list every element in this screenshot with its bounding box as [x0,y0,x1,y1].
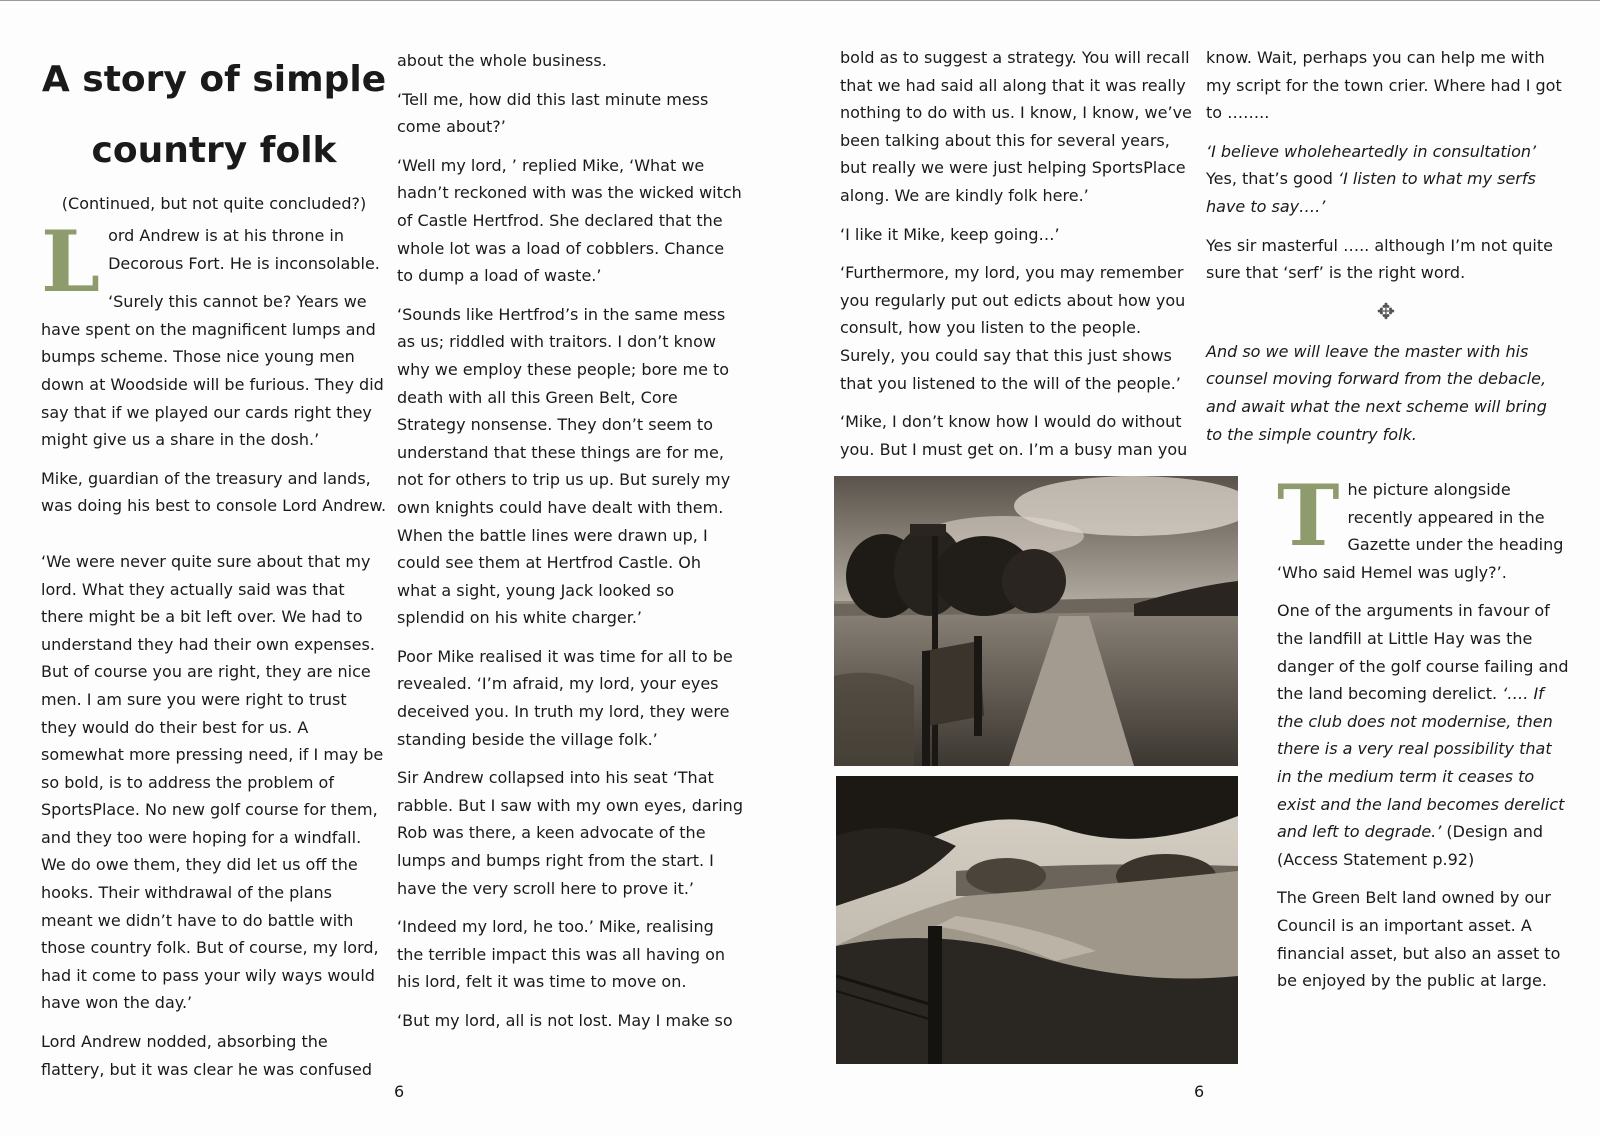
right-column-1 [840,44,1200,474]
right-page-number: 6 [1194,1082,1205,1101]
paragraph: Yes sir masterful ….. although I’m not quite sure that ‘serf’ is the right word. [1206,235,1553,283]
paragraph: ‘Furthermore, my lord, you may remember you regularly put out edicts about how you consult, how you listen to the people. Surely, you could say that this just shows that you listened to the will of the people.’ [840,263,1186,393]
paragraph: about the whole business. [397,51,607,70]
paragraph: ‘Mike, I don’t know how I would do without you. But I must get on. I’m a busy man you [840,412,1188,459]
paragraph: bold as to suggest a strategy. You will recall that we had said all along that it was really nothing to do with us. I know, I know, we’ve been talking about this for several years, but really we were just helping SportsPlace along. We are kindly folk here.’ [840,48,1192,205]
paragraph: ‘Surely this cannot be? Years we have spent on the magnificent lumps and bumps scheme. Those nice young men down at Woodside will be furious. They did say that if we played our cards right they might give us a share in the dosh.’ [41,292,384,450]
paragraph: Poor Mike realised it was time for all to be revealed. ‘I’m afraid, my lord, your eyes deceived you. In truth my lord, they were standing beside the village folk.’ [397,646,733,749]
right-column-3 [1277,466,1571,1006]
paragraph: Sir Andrew collapsed into his seat ‘That rabble. But I saw with my own eyes, daring Rob was there, a keen advocate of the lumps and bumps right from the start. I have the very scroll here to prove it.’ [397,768,743,898]
article-title-line-1: A story of simple [41,59,387,100]
paragraph-mixed: ‘I believe wholeheartedly in consultation’ Yes, that’s good ‘I listen to what my serfs have to say….’ [1206,141,1537,216]
paragraph-mixed: One of the arguments in favour of the landfill at Little Hay was the danger of the golf course failing and the land becoming derelict. ‘…. If the club does not modernise, then there is a very real possibility that in the medium term it ceases to exist and the land becomes derelict and left to degrade.’ (Design and (Access Statement p.92) [1277,601,1569,869]
paragraph: Mike, guardian of the treasury and lands, was doing his best to console Lord Andrew. [41,468,387,516]
paragraph: ‘We were never quite sure about that my lord. What they actually said was that there might be a bit left over. We had to understand they had their own expenses. But of course you are right, they are nice men. I am sure you were right to trust they would do their best for us. A somewhat more pressing need, if I may be so bold, is to address the problem of SportsPlace. No new golf course for them, and they too were hoping for a windfall. We do owe them, they did let us off the hooks. Their withdrawal of the plans meant we didn’t have to do battle with those country folk. But of course, my lord, had it come to pass your wily ways would have won the day.’ [41,551,384,1013]
paragraph: Lord Andrew nodded, absorbing the flattery, but it was clear he was confused [41,1032,373,1079]
paragraph-opening: The picture alongside recently appeared in the Gazette under the heading ‘Who said Hemel was ugly?’. [1277,466,1564,582]
photo-signpost-field [834,476,1238,766]
paragraph: know. Wait, perhaps you can help me with my script for the town crier. Where had I got to …….. [1206,48,1562,123]
photo-woodland-path [836,776,1238,1064]
move-cursor-icon[interactable]: ✥ [1376,299,1396,325]
page-top-border [0,0,1600,1]
article-subtitle: (Continued, but not quite concluded?) [61,194,367,213]
paragraph-opening: Lord Andrew is at his throne in Decorous Fort. He is inconsolable. [41,212,380,311]
left-column-2 [397,47,745,1046]
paragraph: ‘Sounds like Hertfrod’s in the same mess as us; riddled with traitors. I don’t know why we employ these people; bore me to death with all this Green Belt, Core Strategy nonsense. They don’t seem to understand that these things are for me, not for others to trip us up. But surely my own knights could have dealt with them. When the battle lines were drawn up, I could see them at Hertfrod Castle. Oh what a sight, young Jack looked so splendid on his white charger.’ [397,304,731,628]
left-column-1 [41,50,387,1094]
drop-cap-T: T [1277,466,1340,565]
paragraph: ‘I like it Mike, keep going…’ [840,224,1060,244]
right-column-2 [1206,44,1566,459]
paragraph-italic: And so we will leave the master with his counsel moving forward from the debacle, and await what the next scheme will bring to the simple country folk. [1206,341,1547,444]
paragraph: ‘Tell me, how did this last minute mess come about?’ [397,89,709,137]
left-page-number: 6 [394,1082,405,1101]
paragraph: The Green Belt land owned by our Council is an important asset. A financial asset, but also an asset to be enjoyed by the public at large. [1277,888,1561,991]
drop-cap-L: L [41,212,101,311]
paragraph: ‘Well my lord, ’ replied Mike, ‘What we hadn’t reckoned with was the wicked witch of Castle Hertfrod. She declared that the whole lot was a load of cobblers. Chance to dump a load of waste.’ [397,155,742,286]
article-title-line-2: country folk [91,130,337,171]
paragraph: ‘Indeed my lord, he too.’ Mike, realising the terrible impact this was all having on his lord, felt it was time to move on. [397,917,726,992]
paragraph: ‘But my lord, all is not lost. May I make so [397,1011,733,1030]
